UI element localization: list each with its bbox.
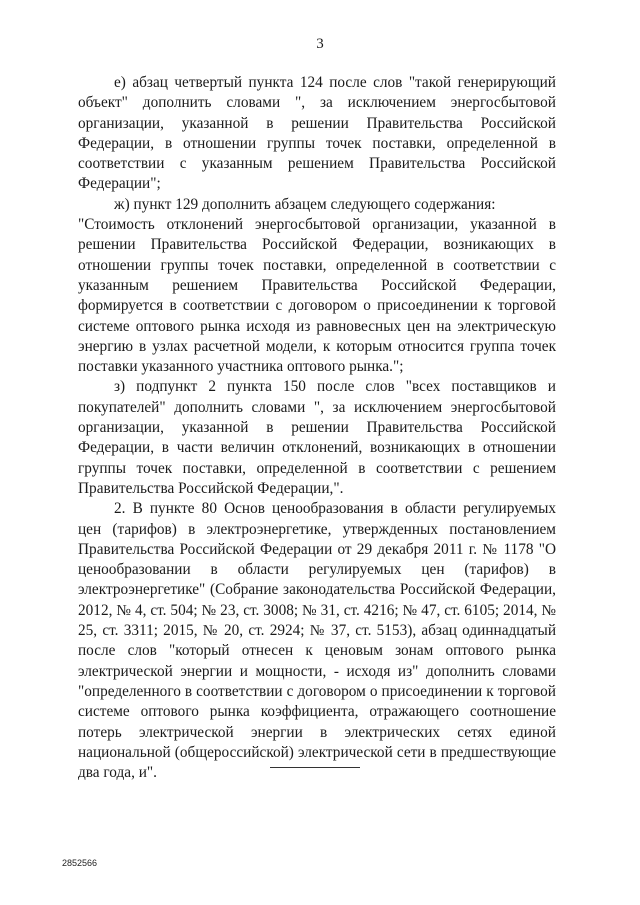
paragraph-z: з) подпункт 2 пункта 150 после слов "всех поставщиков и покупателей" дополнить словами ", за исключением энергосбытовой организации, указанной в решении Правительства Российской Федерации, в части величин отклонений, возникающих в отношении группы точек поставки, определенной в соответствии с решением Правительства Российской Федерации,". (78, 378, 556, 497)
page-number: 3 (316, 36, 324, 52)
separator-line (270, 767, 360, 768)
paragraph-quoted-addition: "Стоимость отклонений энергосбытовой организации, указанной в решении Правительства Российской Федерации, возникающих в отношении группы точек поставки, определенной в соответствии с указанным решением Правительства Российской Федерации, формируется в соответствии с договором о присоединении к торговой системе оптового рынка исходя из равновесных цен на электрическую энергию в узлах расчетной модели, к которым относится группа точек поставки указанного участника оптового рынка."; (78, 216, 556, 376)
document-code: 2852566 (62, 858, 98, 868)
document-body (78, 73, 556, 783)
paragraph-e: е) абзац четвертый пункта 124 после слов "такой генерирующий объект" дополнить словами ", за исключением энергосбытовой организации, указанной в решении Правительства Российской Федерации, в отношении группы точек поставки, определенной в соответствии с указанным решением Правительства Российской Федерации"; (78, 74, 556, 193)
paragraph-zh: ж) пункт 129 дополнить абзацем следующего содержания: (114, 195, 496, 213)
paragraph-2: 2. В пункте 80 Основ ценообразования в области регулируемых цен (тарифов) в электроэнергетике, утвержденных постановлением Правительства Российской Федерации от 29 декабря 2011 г. № 1178 "О ценообразовании в области регулируемых цен (тарифов) в электроэнергетике" (Собрание законодательства Российской Федерации, 2012, № 4, ст. 504; № 23, ст. 3008; № 31, ст. 4216; № 47, ст. 6105; 2014, № 25, ст. 3311; 2015, № 20, ст. 2924; № 37, ст. 5153), абзац одиннадцатый после слов "который отнесен к ценовым зонам оптового рынка электрической энергии и мощности, - исходя из" дополнить словами "определенного в соответствии с договором о присоединении к торговой системе оптового рынка коэффициента, отражающего соотношение потерь электрической энергии в электрических сетях единой национальной (общероссийской) электрической сети в предшествующие два года, и". (78, 500, 556, 782)
